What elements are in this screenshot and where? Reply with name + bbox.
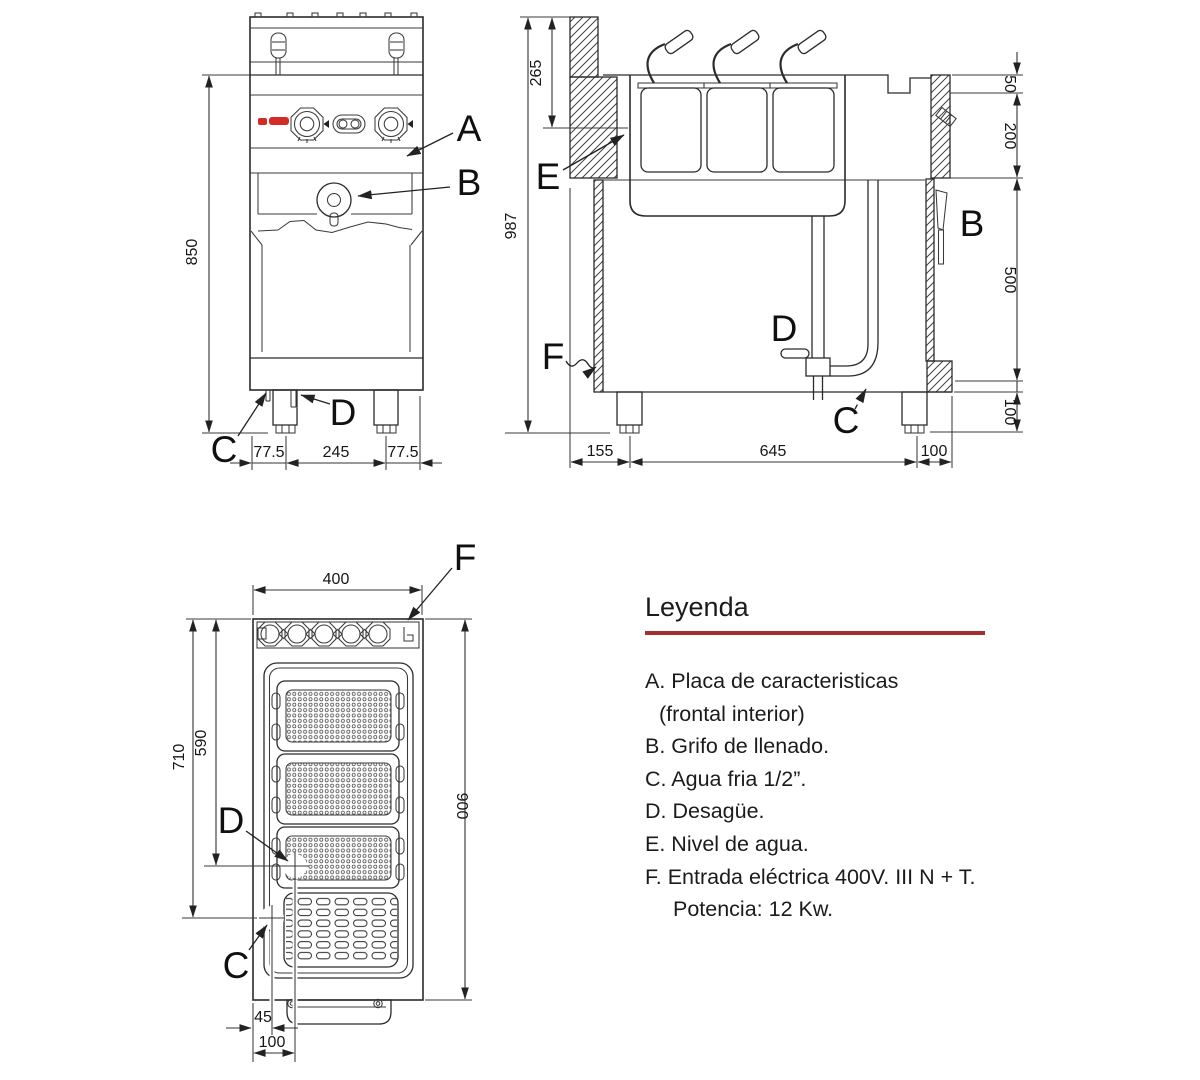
basket-lift-handle-right [389, 33, 404, 75]
label-f-top: F [453, 537, 477, 578]
label-b-side: B [959, 203, 985, 244]
basket-lift-handle-left [271, 33, 286, 75]
control-knob-left [291, 108, 329, 143]
svg-text:987: 987 [503, 212, 520, 240]
front-wall-lower [926, 179, 934, 361]
dim-width-top [253, 571, 422, 615]
svg-text:710: 710 [171, 743, 188, 771]
svg-text:900: 900 [453, 792, 470, 820]
drain-valve-lever [781, 349, 809, 358]
brand-logo [258, 117, 289, 125]
label-e-side: E [535, 156, 561, 197]
label-c-front: C [210, 429, 238, 470]
drain-stub [291, 390, 296, 407]
leader-f-top [408, 568, 452, 620]
basket-top-2 [272, 754, 404, 824]
door [251, 221, 422, 353]
label-d-side: D [770, 308, 798, 349]
dim-depth-top [425, 619, 472, 1000]
label-a-front: A [456, 108, 482, 149]
svg-text:200: 200 [1001, 122, 1018, 150]
front-wall-upper [931, 75, 950, 178]
legend-item: D. Desagüe. [645, 799, 765, 824]
svg-text:45: 45 [254, 1009, 272, 1026]
slotted-panel [284, 893, 398, 967]
legs-side [617, 392, 927, 433]
front-view [184, 13, 482, 470]
cold-water-stub [266, 390, 270, 401]
svg-text:500: 500 [1001, 266, 1018, 294]
leader-d-front [301, 395, 330, 404]
legend-item: (frontal interior) [659, 701, 805, 726]
back-strip [257, 622, 419, 648]
leader-b-front [358, 187, 450, 196]
legend-items [645, 665, 990, 926]
svg-text:400: 400 [322, 571, 350, 588]
svg-text:645: 645 [759, 443, 787, 460]
electrical-entry-mark [404, 627, 413, 641]
label-d-front: D [329, 392, 357, 433]
basket-top-1 [272, 681, 404, 751]
tank [630, 75, 845, 216]
label-b-front: B [456, 162, 482, 203]
leader-a-front [407, 133, 453, 156]
crosshair-cold-water [259, 905, 285, 931]
baskets-side [638, 83, 837, 172]
dims-bottom-side [570, 188, 952, 468]
leader-c-front [238, 393, 266, 436]
dim-handle-height [528, 18, 552, 127]
svg-text:50: 50 [1001, 75, 1018, 93]
svg-text:100: 100 [258, 1034, 286, 1051]
svg-text:265: 265 [528, 59, 545, 87]
legend-item: C. Agua fria 1/2”. [645, 766, 807, 791]
filling-tap [258, 183, 412, 226]
tap-lever-handle [936, 190, 947, 264]
svg-text:100: 100 [1001, 398, 1018, 426]
dim-height-front [184, 75, 268, 433]
svg-text:100: 100 [920, 443, 948, 460]
back-wall-lower [594, 180, 603, 392]
label-c-side: C [832, 400, 860, 441]
svg-text:155: 155 [586, 443, 614, 460]
svg-text:77.5: 77.5 [387, 444, 419, 461]
base-block [927, 361, 952, 392]
svg-text:850: 850 [184, 238, 201, 266]
legend [645, 592, 990, 926]
legend-item: F. Entrada eléctrica 400V. III N + T. [645, 864, 976, 889]
svg-text:245: 245 [322, 444, 350, 461]
legend-title: Leyenda [645, 592, 749, 622]
svg-text:77.5: 77.5 [253, 444, 285, 461]
back-wall-upper [570, 17, 598, 77]
svg-text:590: 590 [193, 729, 210, 757]
pilot-light-plate [333, 115, 365, 133]
control-knob-right [375, 108, 413, 143]
side-view [503, 17, 1023, 468]
legend-item: B. Grifo de llenado. [645, 734, 830, 759]
top-view [171, 537, 476, 1062]
label-f-side: F [541, 336, 565, 377]
label-d-top: D [217, 800, 245, 841]
legend-item: Potencia: 12 Kw. [673, 897, 834, 922]
legend-item: A. Placa de caracteristicas [645, 669, 899, 693]
overflow-pipe [830, 180, 878, 376]
label-c-top: C [222, 945, 250, 986]
legend-item: E. Nivel de agua. [645, 831, 809, 856]
drain-valve-body [806, 358, 830, 376]
legend-rule [645, 631, 985, 635]
front-protrusion [287, 999, 391, 1024]
